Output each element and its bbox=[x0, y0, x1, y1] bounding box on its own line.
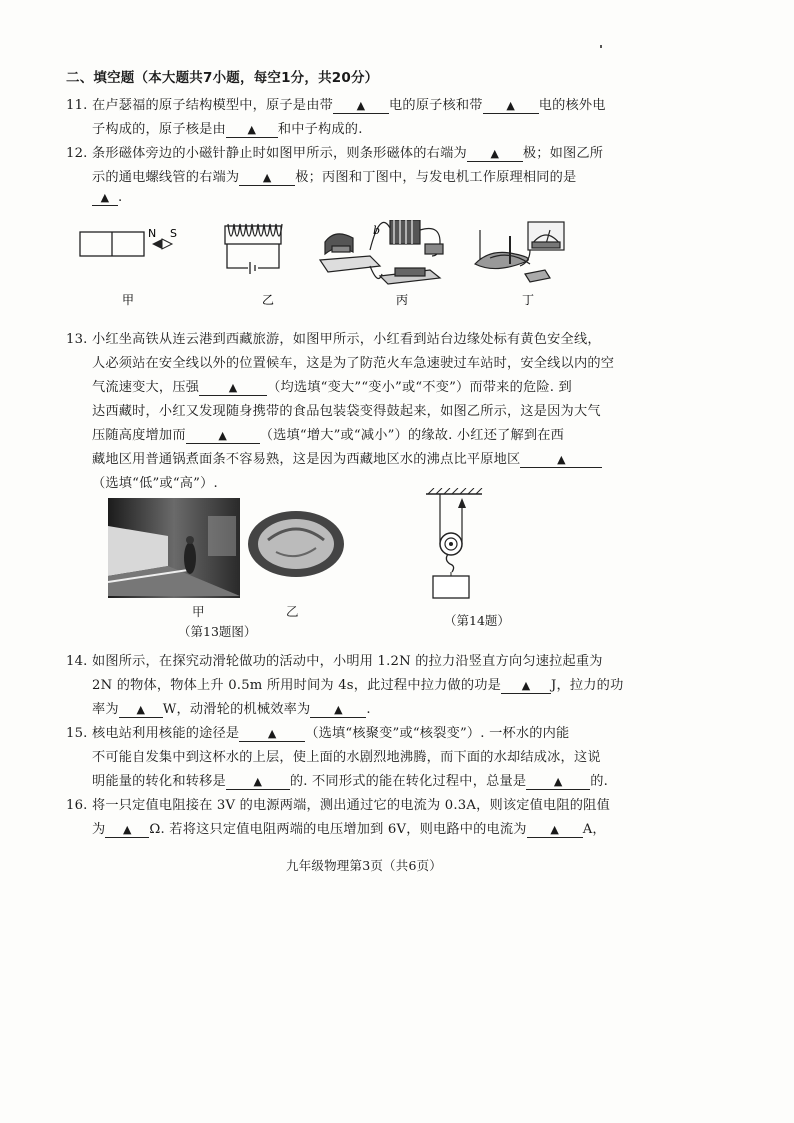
answer-blank[interactable]: ▲ bbox=[483, 99, 539, 114]
q12-line1: 12. 条形磁体旁边的小磁针静止时如图甲所示，则条形磁体的右端为 ▲ 极；如图乙所 bbox=[66, 146, 604, 161]
answer-blank[interactable]: ▲ bbox=[226, 775, 290, 790]
q12-line2: 示的通电螺线管的右端为 ▲ 极；丙图和丁图中，与发电机工作原理相同的是 bbox=[92, 170, 577, 185]
q13-line4: 达西藏时，小红又发现随身携带的食品包装袋变得鼓起来，如图乙所示，这是因为大气 bbox=[92, 404, 601, 419]
q14-caption: （第14题） bbox=[444, 613, 510, 628]
needle-s-label: S bbox=[170, 227, 177, 240]
section-title: 二、填空题（本大题共7小题，每空1分，共20分） bbox=[66, 70, 379, 86]
answer-blank[interactable]: ▲ bbox=[186, 429, 260, 444]
answer-blank[interactable]: ▲ bbox=[526, 775, 590, 790]
meter-apparatus-figure bbox=[475, 222, 564, 282]
scan-speck bbox=[600, 45, 602, 48]
answer-blank[interactable]: ▲ bbox=[239, 727, 305, 742]
q11-line2: 子构成的，原子核是由 ▲ 和中子构成的. bbox=[92, 122, 363, 137]
fig-label-ding: 丁 bbox=[522, 293, 535, 307]
q13-line1: 13. 小红坐高铁从连云港到西藏旅游，如图甲所示，小红看到站台边缘处标有黄色安全线， bbox=[66, 332, 601, 347]
q13-line2: 人必须站在安全线以外的位置候车，这是为了防范火车急速驶过车站时，安全线以内的空 bbox=[92, 356, 615, 371]
q14-line2: 2N 的物体，物体上升 0.5m 所用时间为 4s，此过程中拉力做的功是 ▲ J，拉力的功 bbox=[92, 678, 624, 693]
q14-line1: 14. 如图所示，在探究动滑轮做功的活动中，小明用 1.2N 的拉力沿竖直方向匀速拉起重为 bbox=[66, 654, 603, 669]
q14-pulley-figure bbox=[420, 488, 500, 604]
train-station-photo bbox=[108, 498, 240, 598]
needle-n-label: N bbox=[148, 227, 157, 240]
question-number: 14. bbox=[66, 654, 88, 669]
answer-blank[interactable]: ▲ bbox=[92, 191, 118, 206]
fig-label-bing: 丙 bbox=[396, 293, 409, 307]
coil-b-label: b bbox=[373, 224, 381, 237]
q13-line6: 藏地区用普通锅煮面条不容易熟，这是因为西藏地区水的沸点比平原地区 ▲ bbox=[92, 448, 602, 468]
fig-label-jia: 甲 bbox=[122, 293, 135, 307]
answer-blank[interactable]: ▲ bbox=[527, 823, 583, 838]
answer-blank[interactable]: ▲ bbox=[105, 823, 149, 838]
question-number: 15. bbox=[66, 726, 88, 741]
q15-line3: 明能量的转化和转移是 ▲ 的. 不同形式的能在转化过程中，总量是 ▲ 的. bbox=[92, 774, 609, 789]
generator-apparatus-figure bbox=[320, 220, 443, 284]
question-number: 12. bbox=[66, 146, 88, 161]
fig-label-yi: 乙 bbox=[262, 293, 275, 307]
answer-blank[interactable]: ▲ bbox=[333, 99, 389, 114]
answer-blank[interactable]: ▲ bbox=[119, 703, 163, 718]
q13-fig-label-jia: 甲 bbox=[192, 604, 205, 619]
q12-figures bbox=[70, 220, 710, 310]
q16-line1: 16. 将一只定值电阻接在 3V 的电源两端，测出通过它的电流为 0.3A，则该定值电阻的阻值 bbox=[66, 798, 610, 813]
q13-line3: 气流速变大，压强 ▲ （均选填“变大”“变小”或“不变”）而带来的危险. 到 bbox=[92, 380, 572, 395]
q15-line1: 15. 核电站利用核能的途径是 ▲ （选填“核聚变”或“核裂变”）. 一杯水的内能 bbox=[66, 726, 570, 741]
q13-fig-label-yi: 乙 bbox=[286, 604, 299, 619]
question-number: 11. bbox=[66, 98, 88, 113]
q11-line1: 11. 在卢瑟福的原子结构模型中，原子是由带 ▲ 电的原子核和带 ▲ 电的核外电 bbox=[66, 98, 606, 113]
q16-line2: 为 ▲ Ω. 若将这只定值电阻两端的电压增加到 6V，则电路中的电流为 ▲ A， bbox=[92, 822, 606, 837]
answer-blank[interactable]: ▲ bbox=[199, 381, 267, 396]
page-footer: 九年级物理第3页（共6页） bbox=[286, 858, 443, 873]
answer-blank[interactable]: ▲ bbox=[310, 703, 366, 718]
q14-line3: 率为 ▲ W，动滑轮的机械效率为 ▲ . bbox=[92, 702, 371, 717]
answer-blank[interactable]: ▲ bbox=[226, 123, 278, 138]
question-number: 13. bbox=[66, 332, 88, 347]
question-number: 16. bbox=[66, 798, 88, 813]
q12-line3: ▲ . bbox=[92, 190, 122, 206]
q13-line5: 压随高度增加而 ▲ （选填“增大”或“减小”）的缘故. 小红还了解到在西 bbox=[92, 428, 565, 443]
answer-blank[interactable]: ▲ bbox=[520, 453, 602, 468]
answer-blank[interactable]: ▲ bbox=[239, 171, 295, 186]
q13-photos bbox=[108, 496, 348, 604]
answer-blank[interactable]: ▲ bbox=[467, 147, 523, 162]
food-bag-photo bbox=[248, 511, 344, 577]
q15-line2: 不可能自发集中到这杯水的上层，使上面的水剧烈地沸腾，而下面的水却结成冰，这说 bbox=[92, 750, 601, 765]
bar-magnet-figure bbox=[80, 232, 172, 256]
answer-blank[interactable]: ▲ bbox=[501, 679, 551, 694]
solenoid-figure bbox=[225, 224, 282, 274]
q13-caption: （第13题图） bbox=[178, 624, 257, 639]
q13-line7: （选填“低”或“高”）. bbox=[92, 476, 218, 491]
